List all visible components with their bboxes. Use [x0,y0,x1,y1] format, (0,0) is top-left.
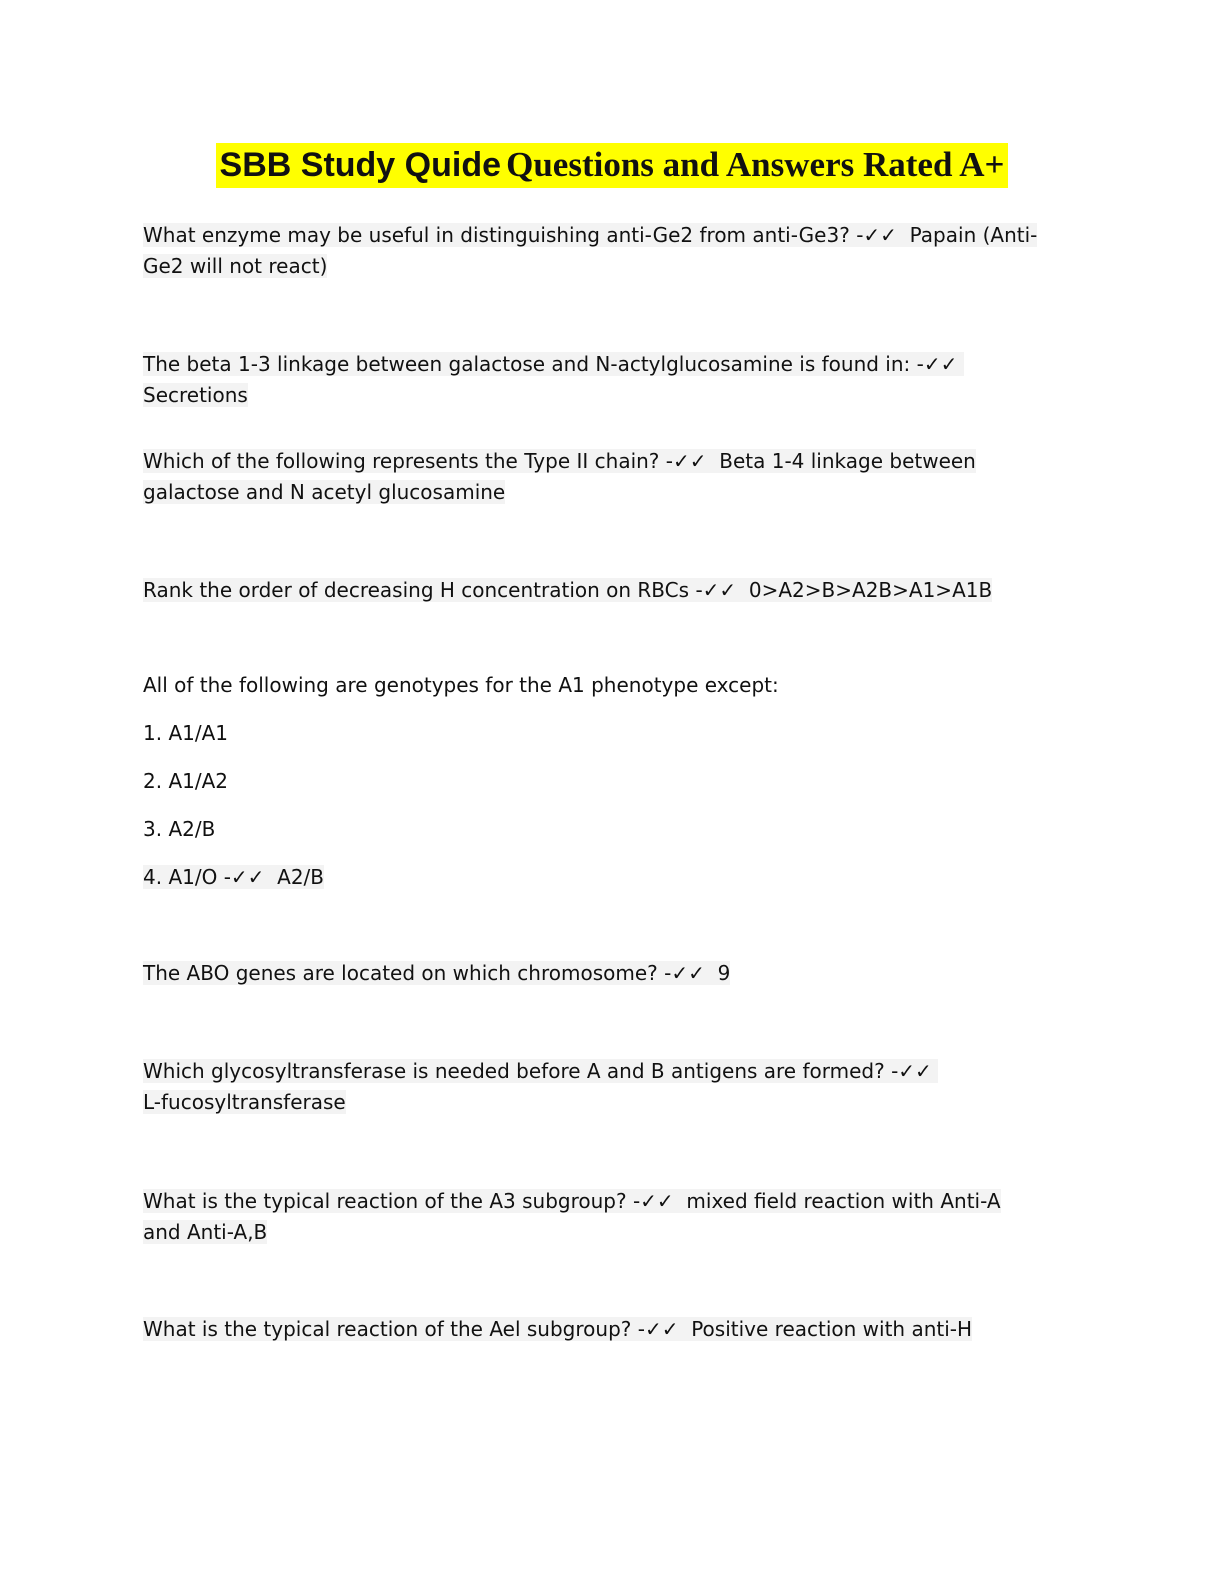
qa-item-8 [143,1186,1023,1248]
qa-item-2 [143,349,1055,411]
question-text: What is the typical reaction of the A3 subgroup? [143,1189,627,1213]
title-part-2: Questions and Answers Rated A+ [506,145,1005,184]
answer-text: Papain (Anti-Ge2 will not react) [143,223,1038,278]
answer-text: A2/B [277,865,325,889]
answer-marker: -✓✓ [695,578,737,602]
question-text: All of the following are genotypes for the A1 phenotype except: [143,673,779,697]
question-text: Which of the following represents the Type II chain? [143,449,660,473]
document-title [0,143,1224,188]
answer-text: 9 [717,961,731,985]
title-highlight [216,143,1009,188]
answer-marker: -✓✓ [665,449,707,473]
qa-item-4 [143,575,1055,606]
qa-item-9 [143,1314,1055,1345]
answer-text: Secretions [143,383,248,407]
title-part-1: SBB Study Quide [219,146,501,184]
answer-text: L-fucosyltransferase [143,1090,346,1114]
option-2: 2. A1/A2 [143,769,228,793]
option-1: 1. A1/A1 [143,721,228,745]
question-text: The beta 1-3 linkage between galactose and N-actylglucosamine is found in: [143,352,911,376]
qa-item-7 [143,1056,943,1118]
answer-marker: -✓✓ [916,352,958,376]
question-text: Which glycosyltransferase is needed before A and B antigens are formed? [143,1059,885,1083]
answer-text: mixed field reaction with Anti-A and Anti-A,B [143,1189,1001,1244]
option-4: 4. A1/O [143,865,218,889]
question-text: What enzyme may be useful in distinguishing anti-Ge2 from anti-Ge3? [143,223,850,247]
answer-marker: -✓✓ [637,1317,679,1341]
answer-marker: -✓✓ [632,1189,674,1213]
answer-marker: -✓✓ [664,961,705,985]
qa-item-3 [143,446,1055,508]
answer-marker: -✓✓ [223,865,265,889]
question-text: Rank the order of decreasing H concentration on RBCs [143,578,690,602]
option-3: 3. A2/B [143,817,216,841]
qa-item-6 [143,958,1055,989]
answer-marker: -✓✓ [891,1059,932,1083]
answer-text: 0>A2>B>A2B>A1>A1B [748,578,993,602]
question-text: The ABO genes are located on which chromosome? [143,961,658,985]
answer-marker: -✓✓ [856,223,897,247]
answer-text: Beta 1-4 linkage between galactose and N acetyl glucosamine [143,449,976,504]
qa-item-multiple-choice [143,670,1055,910]
question-text: What is the typical reaction of the Ael subgroup? [143,1317,632,1341]
answer-text: Positive reaction with anti-H [691,1317,973,1341]
qa-item-1 [143,220,1055,282]
